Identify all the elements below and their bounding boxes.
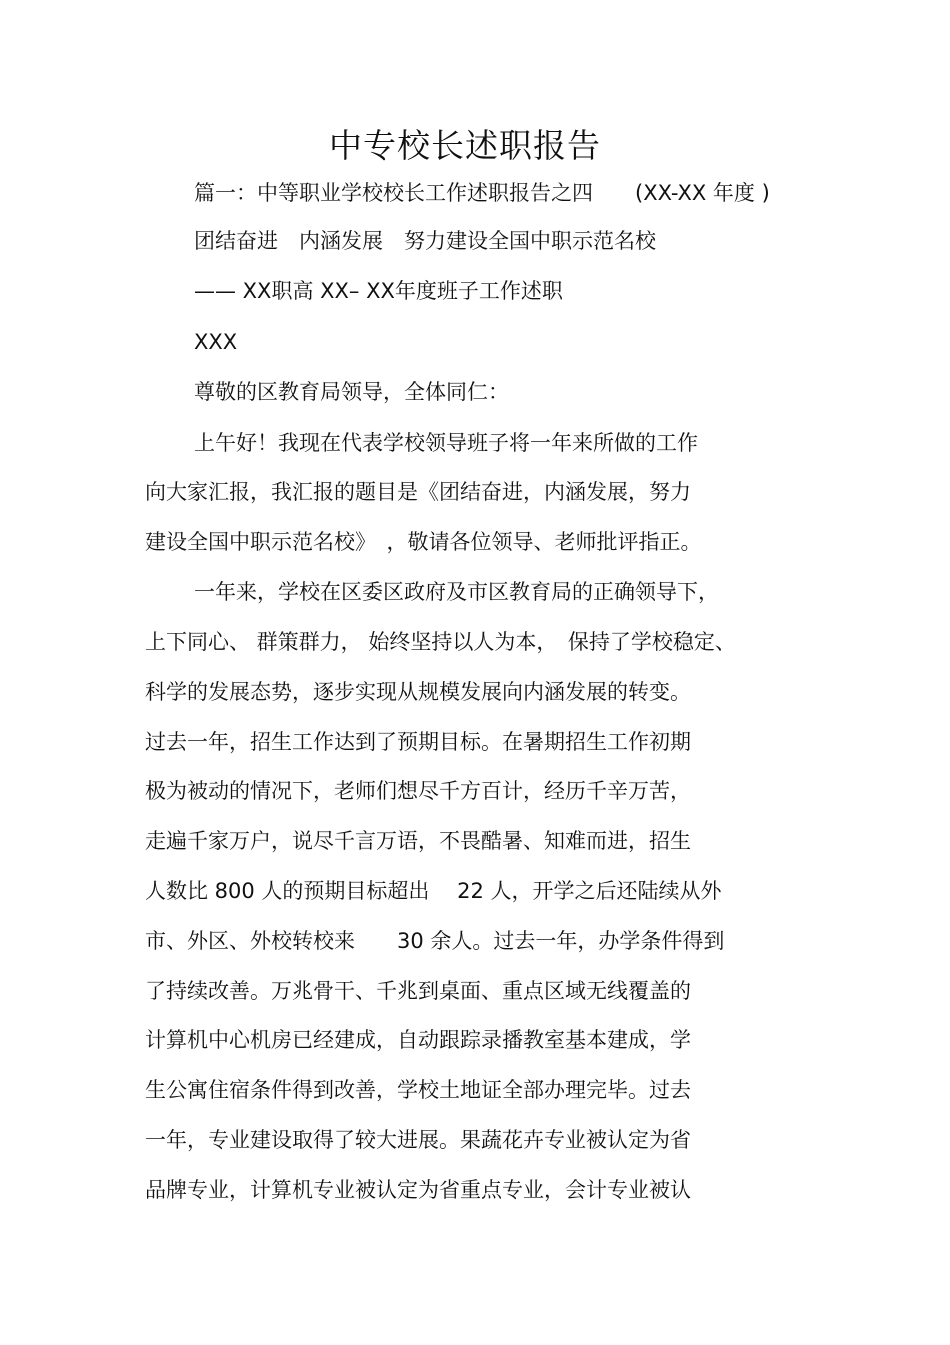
paragraph-line: 上下同心、 群策群力， 始终坚持以人为本， 保持了学校稳定、 bbox=[145, 630, 736, 654]
paragraph-line: 市、外区、外校转校来 30 余人。过去一年，办学条件得到 bbox=[145, 929, 725, 953]
paragraph-line: 品牌专业，计算机专业被认定为省重点专业，会计专业被认 bbox=[145, 1178, 691, 1202]
paragraph-line: 了持续改善。万兆骨干、千兆到桌面、重点区域无线覆盖的 bbox=[145, 979, 691, 1003]
paragraph-line: 走遍千家万户，说尽千言万语，不畏酷暑、知难而进，招生 bbox=[145, 829, 691, 853]
paragraph-line: 过去一年，招生工作达到了预期目标。在暑期招生工作初期 bbox=[145, 730, 691, 754]
subtitle-line: 团结奋进 内涵发展 努力建设全国中职示范名校 bbox=[194, 229, 656, 253]
document-title: 中专校长述职报告 bbox=[329, 126, 601, 165]
paragraph-line: 上午好！我现在代表学校领导班子将一年来所做的工作 bbox=[194, 431, 698, 455]
paragraph-line: 生公寓住宿条件得到改善，学校土地证全部办理完毕。过去 bbox=[145, 1078, 691, 1102]
subtitle-line: —— XX职高 XX– XX年度班子工作述职 bbox=[194, 279, 563, 303]
paragraph-line: 科学的发展态势，逐步实现从规模发展向内涵发展的转变。 bbox=[145, 680, 691, 704]
salutation-line: 尊敬的区教育局领导，全体同仁： bbox=[194, 380, 509, 404]
article-heading: 篇一：中等职业学校校长工作述职报告之四 (XX-XX 年度 ) bbox=[194, 181, 770, 205]
paragraph-line: 计算机中心机房已经建成，自动跟踪录播教室基本建成，学 bbox=[145, 1028, 691, 1052]
author-line: XXX bbox=[194, 330, 238, 354]
paragraph-line: 一年，专业建设取得了较大进展。果蔬花卉专业被认定为省 bbox=[145, 1128, 691, 1152]
paragraph-line: 人数比 800 人的预期目标超出 22 人，开学之后还陆续从外 bbox=[145, 879, 722, 903]
paragraph-line: 极为被动的情况下，老师们想尽千方百计，经历千辛万苦， bbox=[145, 779, 691, 803]
paragraph-line: 向大家汇报，我汇报的题目是《团结奋进，内涵发展，努力 bbox=[145, 480, 691, 504]
paragraph-line: 建设全国中职示范名校》 ，敬请各位领导、老师批评指正。 bbox=[145, 530, 702, 554]
paragraph-line: 一年来，学校在区委区政府及市区教育局的正确领导下， bbox=[194, 580, 719, 604]
